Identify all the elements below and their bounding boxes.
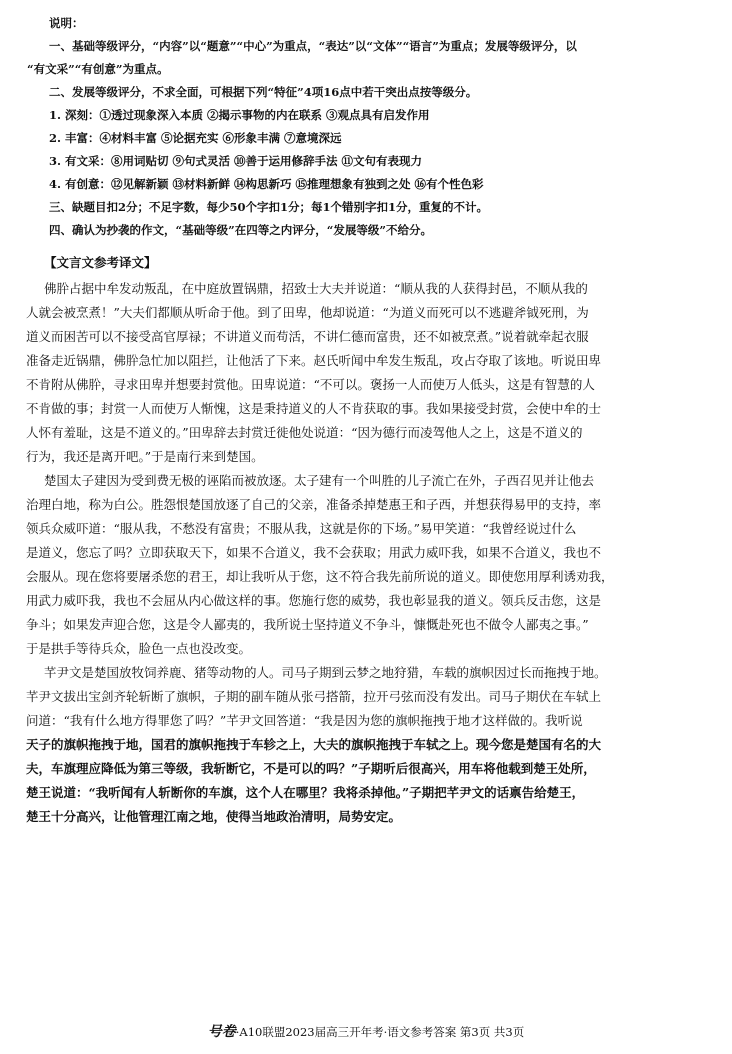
translation-line: 准备走近锅鼎，佛肸急忙加以阻拦，让他活了下来。赵氏听闻中牟发生叛乱，攻占夺取了该地。听说田卑 bbox=[26, 353, 602, 368]
publisher-logo: 号卷 bbox=[207, 1024, 236, 1040]
translation-line: 是道义，您忘了吗？立即获取天下，如果不合道义，我不会获取；用武力威吓我，如果不合道义，我也不 bbox=[26, 545, 602, 560]
translation-line: 芊尹文拔出宝剑齐轮斩断了旗帜，子期的副车随从张弓搭箭，拉开弓弦而没有发出。司马子期伏在车轼上 bbox=[26, 689, 602, 704]
translation-line: 于是拱手等待兵众，脸色一点也没改变。 bbox=[26, 641, 252, 656]
notes-line-5: 2. 丰富：④材料丰富 ⑤论据充实 ⑥形象丰满 ⑦意境深远 bbox=[49, 131, 342, 145]
translation-line: 人就会被烹煮！”大夫们都顺从听命于他。到了田卑，他却说道：“为道义而死可以不逃避斧钺死刑，为 bbox=[26, 305, 589, 320]
translation-line: 楚国太子建因为受到费无极的诬陷而被放逐。太子建有一个叫胜的儿子流亡在外，子西召见并让他去 bbox=[44, 473, 595, 488]
notes-line-1: 一、基础等级评分，“内容”以“题意”“中心”为重点，“表达”以“文体”“语言”为重点；发展等级评分，以 bbox=[49, 39, 577, 53]
translation-line: 道义而困苦可以不接受高官厚禄；不讲道义而苟活，不讲仁德而富贵，还不如被烹煮。”说着就牵起衣服 bbox=[26, 329, 589, 344]
translation-line: 行为，我还是离开吧。”于是南行来到楚国。 bbox=[26, 449, 264, 464]
notes-line-2: “有文采”“有创意”为重点。 bbox=[27, 62, 169, 76]
translation-line: 治理白地，称为白公。胜怨恨楚国放逐了自己的父亲，准备杀掉楚惠王和子西，并想获得易甲的支持，率 bbox=[26, 497, 602, 512]
translation-line: 不肯做的事；封赏一人而使万人惭愧，这是秉持道义的人不肯获取的事。我如果接受封赏，会使中牟的士 bbox=[26, 401, 602, 416]
translation-line: 争斗；如果发声迎合您，这是令人鄙夷的，我所说士坚持道义不争斗，慷慨赴死也不做令人鄙夷之事。” bbox=[26, 617, 589, 632]
notes-line-4: 1. 深刻：①透过现象深入本质 ②揭示事物的内在联系 ③观点具有启发作用 bbox=[49, 108, 430, 122]
translation-line: 人怀有羞耻，这是不道义的。”田卑辞去封赏迁徙他处说道：“因为德行而凌驾他人之上，这是不道义的 bbox=[26, 425, 583, 440]
notes-title: 说明： bbox=[49, 16, 84, 30]
translation-line: 用武力威吓我，我也不会屈从内心做这样的事。您施行您的威势，我也彰显我的道义。领兵反击您，这是 bbox=[26, 593, 602, 608]
notes-line-6: 3. 有文采：⑧用词贴切 ⑨句式灵活 ⑩善于运用修辞手法 ⑪文句有表现力 bbox=[49, 154, 423, 168]
notes-line-3: 二、发展等级评分，不求全面，可根据下列“特征”4项16点中若干突出点按等级分。 bbox=[49, 85, 478, 99]
translation-line: 不肯附从佛肸，寻求田卑并想要封赏他。田卑说道：“不可以。褒扬一人而使万人低头，这是有智慧的人 bbox=[26, 377, 595, 392]
translation-line: 夫，车旗理应降低为第三等级，我斩断它，不是可以的吗？”子期听后很高兴，用车将他载到楚王处所， bbox=[26, 761, 596, 776]
translation-line: 佛肸占据中牟发动叛乱，在中庭放置锅鼎，招致士大夫并说道：“顺从我的人获得封邑，不顺从我的 bbox=[44, 281, 588, 296]
translation-line: 楚王十分高兴，让他管理江南之地，使得当地政治清明，局势安定。 bbox=[26, 809, 402, 824]
notes-line-7: 4. 有创意：⑫见解新颖 ⑬材料新鲜 ⑭构思新巧 ⑮推理想象有独到之处 ⑯有个性色彩 bbox=[49, 177, 484, 191]
translation-heading: 【文言文参考译文】 bbox=[44, 255, 157, 270]
page-footer bbox=[0, 1021, 732, 1041]
notes-line-9: 四、确认为抄袭的作文，“基础等级”在四等之内评分，“发展等级”不给分。 bbox=[49, 223, 432, 237]
translation-line: 天子的旗帜拖拽于地，国君的旗帜拖拽于车轸之上，大夫的旗帜拖拽于车轼之上。现今您是楚国有名的大 bbox=[26, 737, 602, 752]
translation-line: 问道：“我有什么地方得罪您了吗？”芊尹文回答道：“我是因为您的旗帜拖拽于地才这样做的。我听说 bbox=[26, 713, 583, 728]
footer-text: ·A10联盟2023届高三开年考·语文参考答案 第3页 共3页 bbox=[235, 1025, 525, 1039]
translation-line: 领兵众威吓道：“服从我，不愁没有富贵；不服从我，这就是你的下场。”易甲笑道：“我曾经说过什么 bbox=[26, 521, 577, 536]
translation-line: 芊尹文是楚国放牧饲养鹿、猪等动物的人。司马子期到云梦之地狩猎，车载的旗帜因过长而拖拽于地。 bbox=[44, 665, 607, 680]
translation-line: 会服从。现在您将要屠杀您的君王，却让我听从于您，这不符合我先前所说的道义。即使您用厚利诱劝我， bbox=[26, 569, 614, 584]
translation-line: 楚王说道：“我听闻有人斩断你的车旗，这个人在哪里？我将杀掉他。”子期把芊尹文的话禀告给楚王， bbox=[26, 785, 585, 800]
notes-line-8: 三、缺题目扣2分；不足字数，每少50个字扣1分；每1个错别字扣1分，重复的不计。 bbox=[49, 200, 489, 214]
